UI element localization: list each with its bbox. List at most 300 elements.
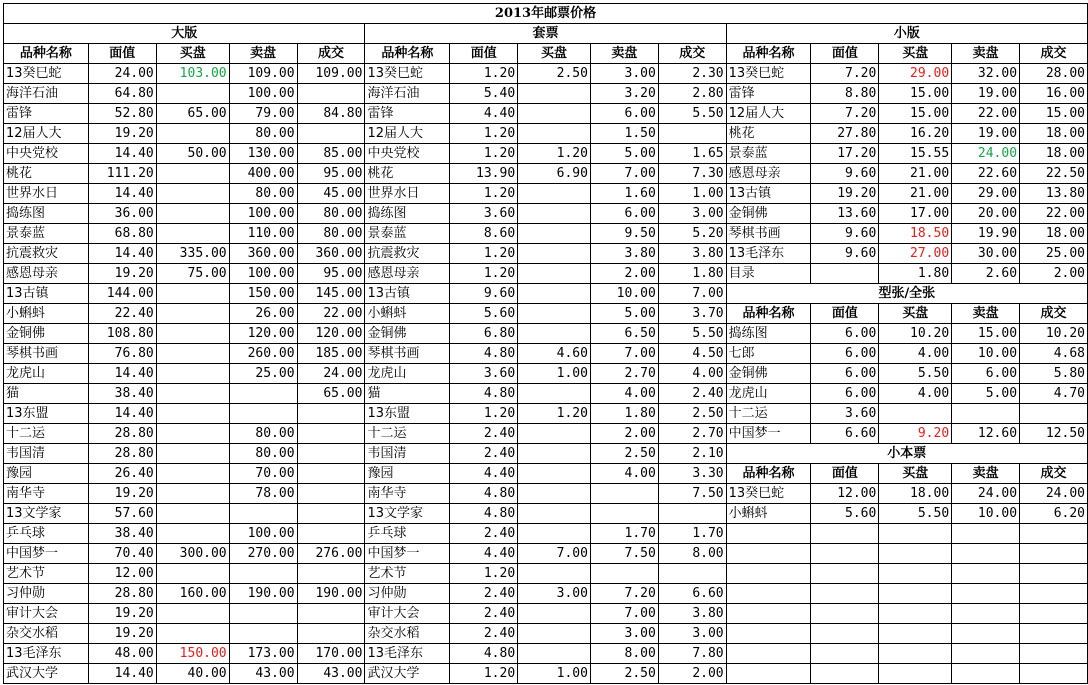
daban-row-20-face-value-cell[interactable]: 26.40 xyxy=(88,464,156,484)
daban-row-25-name-cell[interactable]: 艺术节 xyxy=(4,564,89,584)
daban-row-13-face-value-cell[interactable]: 108.80 xyxy=(88,324,156,344)
daban-row-30-deal-cell[interactable]: 43.00 xyxy=(297,664,365,684)
filler-empty-4-4[interactable] xyxy=(1020,604,1088,624)
daban-row-0-deal-cell[interactable]: 109.00 xyxy=(297,64,365,84)
daban-row-0-name-cell[interactable]: 13癸巳蛇 xyxy=(4,64,89,84)
daban-row-2-bid-cell[interactable]: 65.00 xyxy=(156,104,229,124)
taopiao-row-8-deal-cell[interactable]: 5.20 xyxy=(658,224,726,244)
filler-empty-4-2[interactable] xyxy=(879,604,952,624)
taopiao-row-18-name-cell[interactable]: 十二运 xyxy=(365,424,450,444)
taopiao-row-11-bid-cell[interactable] xyxy=(518,284,591,304)
daban-row-12-bid-cell[interactable] xyxy=(156,304,229,324)
taopiao-row-6-ask-cell[interactable]: 1.60 xyxy=(590,184,658,204)
xiaoban-row-9-face-value-cell[interactable]: 9.60 xyxy=(811,244,879,264)
taopiao-row-11-deal-cell[interactable]: 7.00 xyxy=(658,284,726,304)
daban-row-17-name-cell[interactable]: 13东盟 xyxy=(4,404,89,424)
daban-row-16-name-cell[interactable]: 猫 xyxy=(4,384,89,404)
taopiao-row-18-bid-cell[interactable] xyxy=(518,424,591,444)
daban-header-2[interactable]: 买盘 xyxy=(156,44,229,64)
filler-empty-3-0[interactable] xyxy=(726,584,811,604)
xiaoban-row-4-deal-cell[interactable]: 18.00 xyxy=(1020,144,1088,164)
taopiao-row-3-ask-cell[interactable]: 1.50 xyxy=(590,124,658,144)
taopiao-row-18-deal-cell[interactable]: 2.70 xyxy=(658,424,726,444)
xingzhang-row-2-ask-cell[interactable]: 6.00 xyxy=(952,364,1020,384)
daban-row-30-ask-cell[interactable]: 43.00 xyxy=(229,664,297,684)
filler-empty-5-4[interactable] xyxy=(1020,624,1088,644)
taopiao-row-14-bid-cell[interactable]: 4.60 xyxy=(518,344,591,364)
taopiao-row-6-name-cell[interactable]: 世界水日 xyxy=(365,184,450,204)
daban-row-15-ask-cell[interactable]: 25.00 xyxy=(229,364,297,384)
daban-row-8-deal-cell[interactable]: 80.00 xyxy=(297,224,365,244)
taopiao-row-4-ask-cell[interactable]: 5.00 xyxy=(590,144,658,164)
daban-row-18-bid-cell[interactable] xyxy=(156,424,229,444)
daban-row-24-deal-cell[interactable]: 276.00 xyxy=(297,544,365,564)
taopiao-row-0-bid-cell[interactable]: 2.50 xyxy=(518,64,591,84)
filler-empty-5-0[interactable] xyxy=(726,624,811,644)
daban-header-1[interactable]: 面值 xyxy=(88,44,156,64)
xiaoban-row-3-face-value-cell[interactable]: 27.80 xyxy=(811,124,879,144)
filler-empty-6-2[interactable] xyxy=(879,644,952,664)
xiaobenpiao-row-1-deal-cell[interactable]: 6.20 xyxy=(1020,504,1088,524)
xingzhang-row-2-deal-cell[interactable]: 5.80 xyxy=(1020,364,1088,384)
xiaobenpiao-row-1-bid-cell[interactable]: 5.50 xyxy=(879,504,952,524)
filler-empty-2-2[interactable] xyxy=(879,564,952,584)
daban-row-22-deal-cell[interactable] xyxy=(297,504,365,524)
taopiao-row-21-bid-cell[interactable] xyxy=(518,484,591,504)
taopiao-row-1-face-value-cell[interactable]: 5.40 xyxy=(450,84,518,104)
xiaobenpiao-row-0-face-value-cell[interactable]: 12.00 xyxy=(811,484,879,504)
filler-empty-0-4[interactable] xyxy=(1020,524,1088,544)
taopiao-row-17-bid-cell[interactable]: 1.20 xyxy=(518,404,591,424)
taopiao-row-5-deal-cell[interactable]: 7.30 xyxy=(658,164,726,184)
daban-row-12-face-value-cell[interactable]: 22.40 xyxy=(88,304,156,324)
daban-row-25-face-value-cell[interactable]: 12.00 xyxy=(88,564,156,584)
daban-row-15-face-value-cell[interactable]: 14.40 xyxy=(88,364,156,384)
taopiao-row-22-deal-cell[interactable] xyxy=(658,504,726,524)
taopiao-row-17-name-cell[interactable]: 13东盟 xyxy=(365,404,450,424)
xiaobenpiao-row-0-bid-cell[interactable]: 18.00 xyxy=(879,484,952,504)
taopiao-row-29-bid-cell[interactable] xyxy=(518,644,591,664)
taopiao-row-16-name-cell[interactable]: 猫 xyxy=(365,384,450,404)
xiaoban-row-7-name-cell[interactable]: 金铜佛 xyxy=(726,204,811,224)
xingzhang-row-0-ask-cell[interactable]: 15.00 xyxy=(952,324,1020,344)
taopiao-row-15-bid-cell[interactable]: 1.00 xyxy=(518,364,591,384)
daban-row-11-name-cell[interactable]: 13古镇 xyxy=(4,284,89,304)
xingzhang-row-1-bid-cell[interactable]: 4.00 xyxy=(879,344,952,364)
daban-row-0-bid-cell[interactable]: 103.00 xyxy=(156,64,229,84)
taopiao-row-9-name-cell[interactable]: 抗震救灾 xyxy=(365,244,450,264)
daban-row-23-name-cell[interactable]: 乒乓球 xyxy=(4,524,89,544)
taopiao-row-18-face-value-cell[interactable]: 2.40 xyxy=(450,424,518,444)
daban-row-3-ask-cell[interactable]: 80.00 xyxy=(229,124,297,144)
taopiao-row-25-name-cell[interactable]: 艺术节 xyxy=(365,564,450,584)
taopiao-row-22-bid-cell[interactable] xyxy=(518,504,591,524)
daban-row-1-name-cell[interactable]: 海洋石油 xyxy=(4,84,89,104)
daban-row-7-name-cell[interactable]: 捣练图 xyxy=(4,204,89,224)
filler-empty-5-2[interactable] xyxy=(879,624,952,644)
daban-row-11-bid-cell[interactable] xyxy=(156,284,229,304)
daban-row-20-name-cell[interactable]: 豫园 xyxy=(4,464,89,484)
taopiao-row-30-bid-cell[interactable]: 1.00 xyxy=(518,664,591,684)
xingzhang-row-5-ask-cell[interactable]: 12.60 xyxy=(952,424,1020,444)
daban-row-7-face-value-cell[interactable]: 36.00 xyxy=(88,204,156,224)
xiaoban-row-3-bid-cell[interactable]: 16.20 xyxy=(879,124,952,144)
daban-row-12-deal-cell[interactable]: 22.00 xyxy=(297,304,365,324)
daban-row-28-ask-cell[interactable] xyxy=(229,624,297,644)
xiaoban-header-0[interactable]: 品种名称 xyxy=(726,44,811,64)
filler-empty-6-0[interactable] xyxy=(726,644,811,664)
daban-row-3-name-cell[interactable]: 12届人大 xyxy=(4,124,89,144)
daban-row-18-deal-cell[interactable] xyxy=(297,424,365,444)
daban-row-2-deal-cell[interactable]: 84.80 xyxy=(297,104,365,124)
xingzhang-row-4-deal-cell[interactable] xyxy=(1020,404,1088,424)
daban-row-27-deal-cell[interactable] xyxy=(297,604,365,624)
daban-row-21-deal-cell[interactable] xyxy=(297,484,365,504)
xiaoban-row-9-name-cell[interactable]: 13毛泽东 xyxy=(726,244,811,264)
daban-row-22-ask-cell[interactable] xyxy=(229,504,297,524)
filler-empty-2-0[interactable] xyxy=(726,564,811,584)
filler-empty-1-4[interactable] xyxy=(1020,544,1088,564)
xingzhang-row-1-deal-cell[interactable]: 4.68 xyxy=(1020,344,1088,364)
daban-row-0-face-value-cell[interactable]: 24.00 xyxy=(88,64,156,84)
daban-row-7-ask-cell[interactable]: 100.00 xyxy=(229,204,297,224)
taopiao-row-13-bid-cell[interactable] xyxy=(518,324,591,344)
xiaoban-row-3-name-cell[interactable]: 桃花 xyxy=(726,124,811,144)
taopiao-row-25-bid-cell[interactable] xyxy=(518,564,591,584)
filler-empty-4-1[interactable] xyxy=(811,604,879,624)
xiaoban-row-4-ask-cell[interactable]: 24.00 xyxy=(952,144,1020,164)
filler-empty-7-0[interactable] xyxy=(726,664,811,684)
xiaoban-header-3[interactable]: 卖盘 xyxy=(952,44,1020,64)
daban-row-1-bid-cell[interactable] xyxy=(156,84,229,104)
daban-row-9-ask-cell[interactable]: 360.00 xyxy=(229,244,297,264)
taopiao-row-15-face-value-cell[interactable]: 3.60 xyxy=(450,364,518,384)
daban-row-16-bid-cell[interactable] xyxy=(156,384,229,404)
xiaoban-row-10-deal-cell[interactable]: 2.00 xyxy=(1020,264,1088,284)
daban-row-29-deal-cell[interactable]: 170.00 xyxy=(297,644,365,664)
taopiao-row-7-ask-cell[interactable]: 6.00 xyxy=(590,204,658,224)
taopiao-row-6-face-value-cell[interactable]: 1.20 xyxy=(450,184,518,204)
daban-row-29-face-value-cell[interactable]: 48.00 xyxy=(88,644,156,664)
daban-row-13-bid-cell[interactable] xyxy=(156,324,229,344)
xiaobenpiao-header-3[interactable]: 卖盘 xyxy=(952,464,1020,484)
taopiao-row-1-deal-cell[interactable]: 2.80 xyxy=(658,84,726,104)
daban-row-13-name-cell[interactable]: 金铜佛 xyxy=(4,324,89,344)
xingzhang-header-1[interactable]: 面值 xyxy=(811,304,879,324)
xiaoban-row-6-name-cell[interactable]: 13古镇 xyxy=(726,184,811,204)
filler-empty-6-1[interactable] xyxy=(811,644,879,664)
daban-row-26-ask-cell[interactable]: 190.00 xyxy=(229,584,297,604)
xingzhang-row-4-face-value-cell[interactable]: 3.60 xyxy=(811,404,879,424)
xiaoban-row-5-ask-cell[interactable]: 22.60 xyxy=(952,164,1020,184)
daban-row-22-face-value-cell[interactable]: 57.60 xyxy=(88,504,156,524)
daban-row-29-ask-cell[interactable]: 173.00 xyxy=(229,644,297,664)
taopiao-row-12-face-value-cell[interactable]: 5.60 xyxy=(450,304,518,324)
filler-empty-6-4[interactable] xyxy=(1020,644,1088,664)
daban-row-17-ask-cell[interactable] xyxy=(229,404,297,424)
daban-row-24-name-cell[interactable]: 中国梦一 xyxy=(4,544,89,564)
filler-empty-7-3[interactable] xyxy=(952,664,1020,684)
daban-row-17-bid-cell[interactable] xyxy=(156,404,229,424)
taopiao-row-25-deal-cell[interactable] xyxy=(658,564,726,584)
filler-empty-3-3[interactable] xyxy=(952,584,1020,604)
xingzhang-row-4-ask-cell[interactable] xyxy=(952,404,1020,424)
filler-empty-2-3[interactable] xyxy=(952,564,1020,584)
xiaobenpiao-row-1-ask-cell[interactable]: 10.00 xyxy=(952,504,1020,524)
taopiao-row-6-deal-cell[interactable]: 1.00 xyxy=(658,184,726,204)
daban-row-26-name-cell[interactable]: 习仲勋 xyxy=(4,584,89,604)
taopiao-row-19-ask-cell[interactable]: 2.50 xyxy=(590,444,658,464)
taopiao-header-4[interactable]: 成交 xyxy=(658,44,726,64)
daban-row-9-deal-cell[interactable]: 360.00 xyxy=(297,244,365,264)
taopiao-row-19-bid-cell[interactable] xyxy=(518,444,591,464)
xingzhang-row-3-deal-cell[interactable]: 4.70 xyxy=(1020,384,1088,404)
xingzhang-section-title[interactable]: 型张/全张 xyxy=(726,284,1087,304)
taopiao-row-11-ask-cell[interactable]: 10.00 xyxy=(590,284,658,304)
taopiao-row-9-face-value-cell[interactable]: 1.20 xyxy=(450,244,518,264)
daban-row-14-ask-cell[interactable]: 260.00 xyxy=(229,344,297,364)
taopiao-row-20-name-cell[interactable]: 豫园 xyxy=(365,464,450,484)
taopiao-row-14-ask-cell[interactable]: 7.00 xyxy=(590,344,658,364)
xiaoban-row-2-bid-cell[interactable]: 15.00 xyxy=(879,104,952,124)
taopiao-row-24-bid-cell[interactable]: 7.00 xyxy=(518,544,591,564)
taopiao-row-1-ask-cell[interactable]: 3.20 xyxy=(590,84,658,104)
daban-row-18-name-cell[interactable]: 十二运 xyxy=(4,424,89,444)
taopiao-row-12-ask-cell[interactable]: 5.00 xyxy=(590,304,658,324)
taopiao-row-26-face-value-cell[interactable]: 2.40 xyxy=(450,584,518,604)
xiaoban-row-10-face-value-cell[interactable] xyxy=(811,264,879,284)
xiaoban-row-2-face-value-cell[interactable]: 7.20 xyxy=(811,104,879,124)
daban-row-10-face-value-cell[interactable]: 19.20 xyxy=(88,264,156,284)
filler-empty-7-4[interactable] xyxy=(1020,664,1088,684)
taopiao-row-17-deal-cell[interactable]: 2.50 xyxy=(658,404,726,424)
xingzhang-row-2-face-value-cell[interactable]: 6.00 xyxy=(811,364,879,384)
filler-empty-5-3[interactable] xyxy=(952,624,1020,644)
daban-row-18-face-value-cell[interactable]: 28.80 xyxy=(88,424,156,444)
taopiao-row-5-name-cell[interactable]: 桃花 xyxy=(365,164,450,184)
xiaoban-row-10-bid-cell[interactable]: 1.80 xyxy=(879,264,952,284)
taopiao-row-0-name-cell[interactable]: 13癸巳蛇 xyxy=(365,64,450,84)
taopiao-row-26-ask-cell[interactable]: 7.20 xyxy=(590,584,658,604)
taopiao-row-17-ask-cell[interactable]: 1.80 xyxy=(590,404,658,424)
taopiao-row-19-name-cell[interactable]: 韦国清 xyxy=(365,444,450,464)
taopiao-row-21-ask-cell[interactable] xyxy=(590,484,658,504)
daban-row-10-deal-cell[interactable]: 95.00 xyxy=(297,264,365,284)
filler-empty-3-2[interactable] xyxy=(879,584,952,604)
daban-row-23-ask-cell[interactable]: 100.00 xyxy=(229,524,297,544)
daban-row-2-face-value-cell[interactable]: 52.80 xyxy=(88,104,156,124)
taopiao-row-16-bid-cell[interactable] xyxy=(518,384,591,404)
taopiao-row-8-name-cell[interactable]: 景泰蓝 xyxy=(365,224,450,244)
taopiao-row-22-face-value-cell[interactable]: 4.80 xyxy=(450,504,518,524)
xiaoban-row-3-ask-cell[interactable]: 19.00 xyxy=(952,124,1020,144)
daban-row-7-deal-cell[interactable]: 80.00 xyxy=(297,204,365,224)
xiaoban-row-0-face-value-cell[interactable]: 7.20 xyxy=(811,64,879,84)
taopiao-row-16-deal-cell[interactable]: 2.40 xyxy=(658,384,726,404)
taopiao-row-12-deal-cell[interactable]: 3.70 xyxy=(658,304,726,324)
daban-section-title[interactable]: 大版 xyxy=(4,24,365,44)
taopiao-row-4-deal-cell[interactable]: 1.65 xyxy=(658,144,726,164)
xiaoban-row-10-ask-cell[interactable]: 2.60 xyxy=(952,264,1020,284)
xingzhang-row-1-name-cell[interactable]: 七郎 xyxy=(726,344,811,364)
daban-row-13-ask-cell[interactable]: 120.00 xyxy=(229,324,297,344)
daban-row-3-face-value-cell[interactable]: 19.20 xyxy=(88,124,156,144)
daban-row-27-bid-cell[interactable] xyxy=(156,604,229,624)
daban-row-14-face-value-cell[interactable]: 76.80 xyxy=(88,344,156,364)
daban-row-3-bid-cell[interactable] xyxy=(156,124,229,144)
daban-row-1-face-value-cell[interactable]: 64.80 xyxy=(88,84,156,104)
daban-row-30-name-cell[interactable]: 武汉大学 xyxy=(4,664,89,684)
xingzhang-row-5-bid-cell[interactable]: 9.20 xyxy=(879,424,952,444)
xiaoban-row-4-face-value-cell[interactable]: 17.20 xyxy=(811,144,879,164)
xiaoban-row-5-name-cell[interactable]: 感恩母亲 xyxy=(726,164,811,184)
daban-row-6-ask-cell[interactable]: 80.00 xyxy=(229,184,297,204)
taopiao-row-2-face-value-cell[interactable]: 4.40 xyxy=(450,104,518,124)
taopiao-row-24-ask-cell[interactable]: 7.50 xyxy=(590,544,658,564)
daban-row-28-bid-cell[interactable] xyxy=(156,624,229,644)
daban-row-19-face-value-cell[interactable]: 28.80 xyxy=(88,444,156,464)
xiaobenpiao-header-1[interactable]: 面值 xyxy=(811,464,879,484)
daban-row-6-name-cell[interactable]: 世界水日 xyxy=(4,184,89,204)
xiaoban-row-7-deal-cell[interactable]: 22.00 xyxy=(1020,204,1088,224)
daban-row-4-bid-cell[interactable]: 50.00 xyxy=(156,144,229,164)
xingzhang-row-2-name-cell[interactable]: 金铜佛 xyxy=(726,364,811,384)
daban-row-15-name-cell[interactable]: 龙虎山 xyxy=(4,364,89,384)
daban-row-19-bid-cell[interactable] xyxy=(156,444,229,464)
xiaoban-row-2-deal-cell[interactable]: 15.00 xyxy=(1020,104,1088,124)
taopiao-row-29-ask-cell[interactable]: 8.00 xyxy=(590,644,658,664)
daban-row-16-deal-cell[interactable]: 65.00 xyxy=(297,384,365,404)
daban-row-25-bid-cell[interactable] xyxy=(156,564,229,584)
taopiao-row-28-ask-cell[interactable]: 3.00 xyxy=(590,624,658,644)
daban-row-21-name-cell[interactable]: 南华寺 xyxy=(4,484,89,504)
taopiao-row-6-bid-cell[interactable] xyxy=(518,184,591,204)
taopiao-section-title[interactable]: 套票 xyxy=(365,24,726,44)
xiaobenpiao-row-0-name-cell[interactable]: 13癸巳蛇 xyxy=(726,484,811,504)
xiaobenpiao-row-0-deal-cell[interactable]: 24.00 xyxy=(1020,484,1088,504)
daban-row-5-name-cell[interactable]: 桃花 xyxy=(4,164,89,184)
taopiao-row-15-name-cell[interactable]: 龙虎山 xyxy=(365,364,450,384)
daban-row-21-ask-cell[interactable]: 78.00 xyxy=(229,484,297,504)
taopiao-row-19-face-value-cell[interactable]: 2.40 xyxy=(450,444,518,464)
taopiao-row-3-deal-cell[interactable] xyxy=(658,124,726,144)
daban-row-27-face-value-cell[interactable]: 19.20 xyxy=(88,604,156,624)
taopiao-row-20-ask-cell[interactable]: 4.00 xyxy=(590,464,658,484)
daban-row-21-face-value-cell[interactable]: 19.20 xyxy=(88,484,156,504)
xingzhang-row-0-deal-cell[interactable]: 10.20 xyxy=(1020,324,1088,344)
xiaobenpiao-header-2[interactable]: 买盘 xyxy=(879,464,952,484)
taopiao-row-21-name-cell[interactable]: 南华寺 xyxy=(365,484,450,504)
taopiao-row-23-name-cell[interactable]: 乒乓球 xyxy=(365,524,450,544)
filler-empty-3-4[interactable] xyxy=(1020,584,1088,604)
xiaoban-row-6-face-value-cell[interactable]: 19.20 xyxy=(811,184,879,204)
taopiao-row-27-name-cell[interactable]: 审计大会 xyxy=(365,604,450,624)
daban-row-4-name-cell[interactable]: 中央党校 xyxy=(4,144,89,164)
daban-row-17-deal-cell[interactable] xyxy=(297,404,365,424)
daban-header-0[interactable]: 品种名称 xyxy=(4,44,89,64)
daban-row-8-ask-cell[interactable]: 110.00 xyxy=(229,224,297,244)
daban-row-14-bid-cell[interactable] xyxy=(156,344,229,364)
daban-row-8-bid-cell[interactable] xyxy=(156,224,229,244)
taopiao-row-7-face-value-cell[interactable]: 3.60 xyxy=(450,204,518,224)
taopiao-row-23-face-value-cell[interactable]: 2.40 xyxy=(450,524,518,544)
daban-row-6-bid-cell[interactable] xyxy=(156,184,229,204)
taopiao-row-27-bid-cell[interactable] xyxy=(518,604,591,624)
daban-row-5-bid-cell[interactable] xyxy=(156,164,229,184)
xiaoban-row-7-bid-cell[interactable]: 17.00 xyxy=(879,204,952,224)
taopiao-row-20-face-value-cell[interactable]: 4.40 xyxy=(450,464,518,484)
taopiao-row-11-face-value-cell[interactable]: 9.60 xyxy=(450,284,518,304)
xiaoban-section-title[interactable]: 小版 xyxy=(726,24,1087,44)
daban-row-20-deal-cell[interactable] xyxy=(297,464,365,484)
daban-row-12-name-cell[interactable]: 小蝌蚪 xyxy=(4,304,89,324)
sheet-title[interactable]: 2013年邮票价格 xyxy=(4,4,1088,24)
daban-row-14-deal-cell[interactable]: 185.00 xyxy=(297,344,365,364)
daban-header-3[interactable]: 卖盘 xyxy=(229,44,297,64)
xingzhang-row-0-name-cell[interactable]: 捣练图 xyxy=(726,324,811,344)
filler-empty-6-3[interactable] xyxy=(952,644,1020,664)
taopiao-row-14-face-value-cell[interactable]: 4.80 xyxy=(450,344,518,364)
taopiao-row-28-deal-cell[interactable]: 3.00 xyxy=(658,624,726,644)
daban-row-5-deal-cell[interactable]: 95.00 xyxy=(297,164,365,184)
xingzhang-row-1-face-value-cell[interactable]: 6.00 xyxy=(811,344,879,364)
xiaoban-header-2[interactable]: 买盘 xyxy=(879,44,952,64)
xiaoban-row-1-face-value-cell[interactable]: 8.80 xyxy=(811,84,879,104)
taopiao-row-2-name-cell[interactable]: 雷锋 xyxy=(365,104,450,124)
daban-row-11-face-value-cell[interactable]: 144.00 xyxy=(88,284,156,304)
taopiao-row-13-name-cell[interactable]: 金铜佛 xyxy=(365,324,450,344)
xiaoban-row-3-deal-cell[interactable]: 18.00 xyxy=(1020,124,1088,144)
filler-empty-7-1[interactable] xyxy=(811,664,879,684)
daban-row-26-bid-cell[interactable]: 160.00 xyxy=(156,584,229,604)
xiaoban-row-5-bid-cell[interactable]: 21.00 xyxy=(879,164,952,184)
taopiao-row-8-face-value-cell[interactable]: 8.60 xyxy=(450,224,518,244)
daban-row-2-name-cell[interactable]: 雷锋 xyxy=(4,104,89,124)
daban-row-19-name-cell[interactable]: 韦国清 xyxy=(4,444,89,464)
taopiao-row-1-name-cell[interactable]: 海洋石油 xyxy=(365,84,450,104)
taopiao-row-16-ask-cell[interactable]: 4.00 xyxy=(590,384,658,404)
daban-row-5-face-value-cell[interactable]: 111.20 xyxy=(88,164,156,184)
daban-row-30-face-value-cell[interactable]: 14.40 xyxy=(88,664,156,684)
filler-empty-1-3[interactable] xyxy=(952,544,1020,564)
daban-row-16-ask-cell[interactable] xyxy=(229,384,297,404)
taopiao-row-12-bid-cell[interactable] xyxy=(518,304,591,324)
taopiao-row-22-ask-cell[interactable] xyxy=(590,504,658,524)
xiaobenpiao-header-4[interactable]: 成交 xyxy=(1020,464,1088,484)
daban-row-29-name-cell[interactable]: 13毛泽东 xyxy=(4,644,89,664)
xiaoban-row-6-bid-cell[interactable]: 21.00 xyxy=(879,184,952,204)
filler-empty-7-2[interactable] xyxy=(879,664,952,684)
xiaoban-row-10-name-cell[interactable]: 目录 xyxy=(726,264,811,284)
taopiao-row-27-deal-cell[interactable]: 3.80 xyxy=(658,604,726,624)
taopiao-row-24-face-value-cell[interactable]: 4.40 xyxy=(450,544,518,564)
xiaoban-row-7-ask-cell[interactable]: 20.00 xyxy=(952,204,1020,224)
taopiao-row-19-deal-cell[interactable]: 2.10 xyxy=(658,444,726,464)
taopiao-row-4-face-value-cell[interactable]: 1.20 xyxy=(450,144,518,164)
daban-row-13-deal-cell[interactable]: 120.00 xyxy=(297,324,365,344)
xiaoban-row-8-ask-cell[interactable]: 19.90 xyxy=(952,224,1020,244)
taopiao-row-26-deal-cell[interactable]: 6.60 xyxy=(658,584,726,604)
daban-row-23-face-value-cell[interactable]: 38.40 xyxy=(88,524,156,544)
xiaoban-row-4-bid-cell[interactable]: 15.55 xyxy=(879,144,952,164)
taopiao-row-28-face-value-cell[interactable]: 2.40 xyxy=(450,624,518,644)
filler-empty-2-4[interactable] xyxy=(1020,564,1088,584)
taopiao-row-21-deal-cell[interactable]: 7.50 xyxy=(658,484,726,504)
xiaoban-row-5-face-value-cell[interactable]: 9.60 xyxy=(811,164,879,184)
taopiao-row-5-face-value-cell[interactable]: 13.90 xyxy=(450,164,518,184)
taopiao-row-12-name-cell[interactable]: 小蝌蚪 xyxy=(365,304,450,324)
daban-row-14-name-cell[interactable]: 琴棋书画 xyxy=(4,344,89,364)
